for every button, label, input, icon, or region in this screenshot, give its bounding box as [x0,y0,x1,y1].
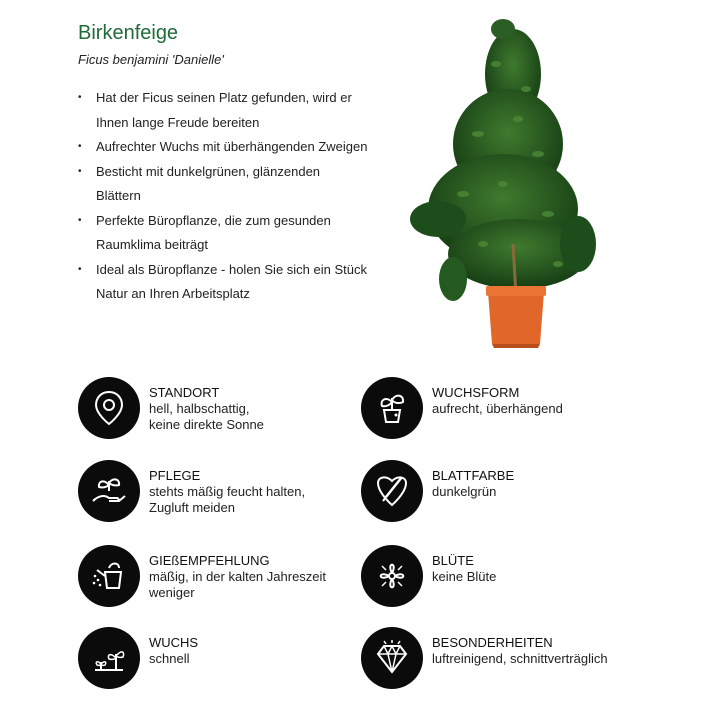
bullet-item: • Besticht mit dunkelgrünen, glänzenden Blättern [78,160,368,209]
flower-icon [361,545,423,607]
hand-sprout-icon [78,460,140,522]
location-pin-icon [78,377,140,439]
potted-plant-icon [361,377,423,439]
leaf-brush-icon [361,460,423,522]
feature-wuchs [78,627,398,691]
feature-wuchsform [361,377,681,441]
product-title: Birkenfeige [78,22,179,44]
feature-pflege [78,460,398,524]
bullet-item: • Ideal als Büropflanze - holen Sie sich ein Stück Natur an Ihren Arbeitsplatz [78,258,368,307]
feature-text: luftreinigend, schnittverträglich [432,651,608,666]
feature-besonderheiten [361,627,681,691]
feature-text: aufrecht, überhängend [432,401,563,416]
feature-title: WUCHSFORM [432,385,520,400]
seedlings-icon [78,627,140,689]
feature-title: GIEßEMPFEHLUNG [149,553,270,568]
feature-title: PFLEGE [149,468,201,483]
ficus-plant-image [408,14,598,354]
botanical-name: Ficus benjamini 'Danielle' [78,52,224,67]
feature-title: STANDORT [149,385,220,400]
feature-title: BLÜTE [432,553,474,568]
feature-bluete [361,545,681,609]
feature-text: keine Blüte [432,569,497,584]
feature-text: hell, halbschattig, keine direkte Sonne [149,401,264,432]
feature-bullet-list [78,86,368,307]
feature-text: schnell [149,651,190,666]
feature-title: BLATTFARBE [432,468,515,483]
feature-giessempfehlung [78,545,398,609]
bullet-item: • Aufrechter Wuchs mit überhängenden Zweigen [78,135,368,160]
feature-text: stehts mäßig feucht halten, Zugluft meiden [149,484,306,515]
bullet-item: • Hat der Ficus seinen Platz gefunden, wird er Ihnen lange Freude bereiten [78,86,368,135]
diamond-icon [361,627,423,689]
feature-text: dunkelgrün [432,484,497,499]
feature-title: BESONDERHEITEN [432,635,553,650]
bullet-item: • Perfekte Büropflanze, die zum gesunden Raumklima beiträgt [78,209,368,258]
feature-text: mäßig, in der kalten Jahreszeit weniger [149,569,327,600]
feature-standort [78,377,398,441]
feature-blattfarbe [361,460,681,524]
watering-can-icon [78,545,140,607]
feature-title: WUCHS [149,635,199,650]
